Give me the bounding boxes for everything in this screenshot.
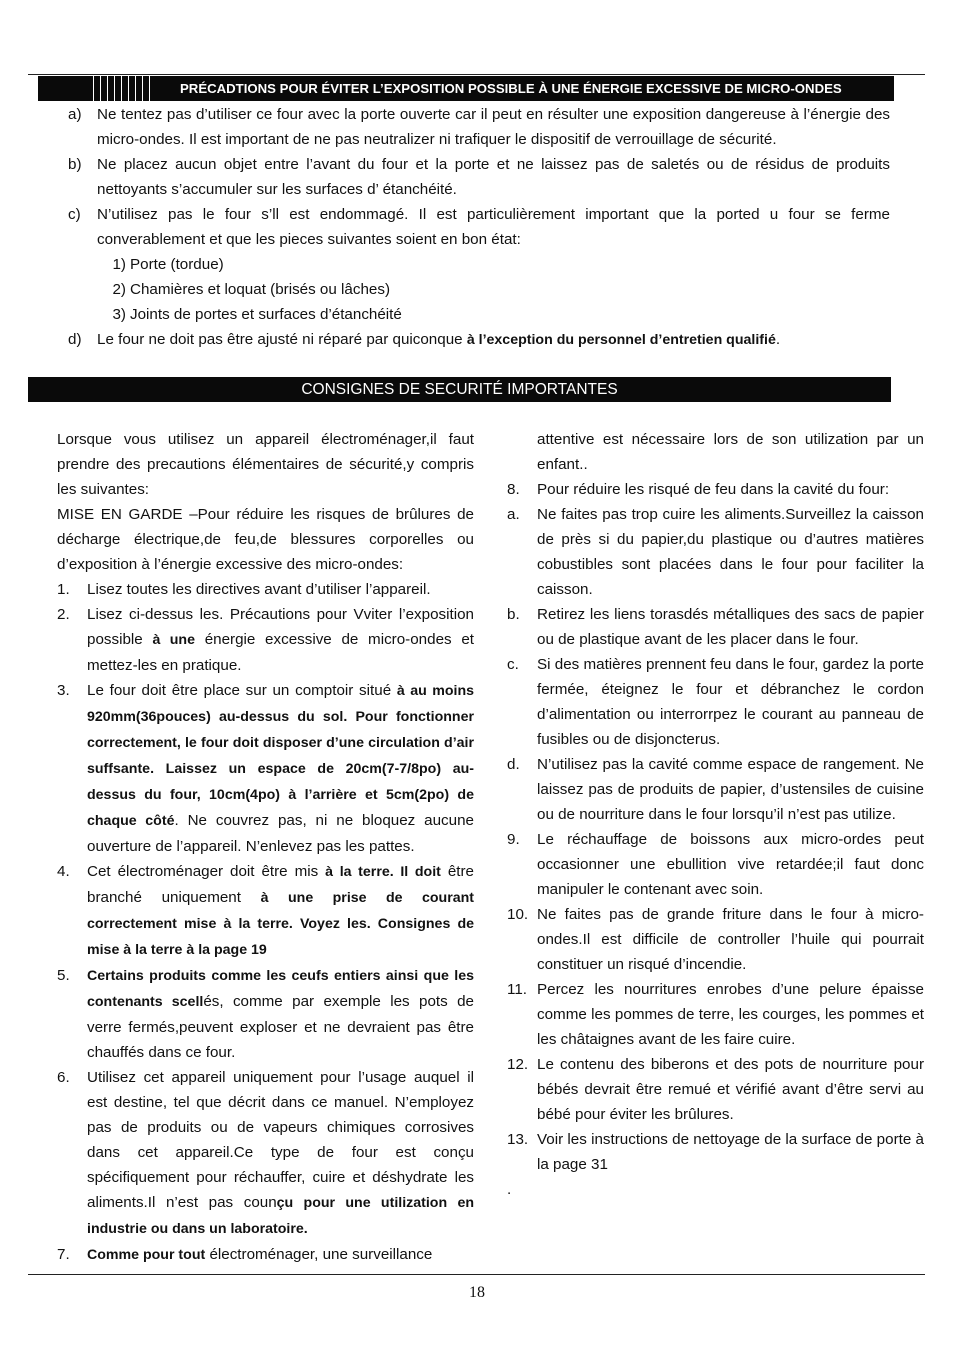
subitem-text: Joints de portes et surfaces d’étanchéité: [130, 306, 402, 323]
instruction-9: [507, 827, 924, 902]
instruction-7-continued: [507, 427, 924, 477]
top-rule: [28, 74, 925, 75]
item-text: Pour réduire les risqué de feu dans la cavité du four:: [537, 481, 890, 498]
bottom-rule: [28, 1274, 925, 1275]
text-run: Cet électroménager doit être mis: [87, 863, 326, 880]
text-run: être branché uniquement: [87, 863, 474, 906]
item-number-spacer: [507, 427, 537, 477]
instruction-6: [57, 1065, 474, 1242]
item-d-bold: à l’exception du personnel d’entretien qualifié: [466, 332, 776, 348]
precaution-item-d: [60, 327, 890, 353]
item-text: attentive est nécessaire lors de son utilization par un enfant..: [537, 431, 924, 473]
item-label: b): [68, 156, 82, 173]
item-text: Si des matières prennent feu dans le four, gardez la porte fermée, éteignez le four et débranchez le cordon d’alimentation ou interrorrpez le courant au panneau de fusibles ou de disjoncterus.: [537, 656, 924, 748]
instruction-13: [507, 1127, 924, 1177]
item-d-tail: .: [775, 331, 781, 348]
precaution-item-b: [60, 152, 890, 202]
instruction-7: [57, 1242, 474, 1268]
item-number: b.: [507, 606, 520, 623]
item-number: 9.: [507, 831, 520, 848]
item-text: Ne faites pas trop cuire les aliments.Surveillez la caisson de près si du papier,du plastique ou d’autres matières cobustibles sont placées dans le four pour faciliter la caisson.: [537, 506, 924, 598]
item-number: 1.: [57, 581, 70, 598]
text-run: Utilisez cet appareil uniquement pour l’usage auquel il est destine, tel que décrit dans ce manuel. N’employez pas de produits ou de vapeurs chimiques corrosives dans cet appareil.Ce type de four est conçu spécifiquement pour réchauffer, cuire et déshydrate les aliments.Il n’est pas coun: [87, 1069, 474, 1211]
text-run: és, comme par exemple les pots de verre fermés,peuvent exploser et ne devraient pas être chauffés dans ce four.: [87, 993, 474, 1061]
item-number: 5.: [57, 967, 70, 984]
item-text: Retirez les liens torasdés métalliques des sacs de papier ou de plastique avant de les placer dans le four.: [537, 606, 924, 648]
item-number: 11.: [507, 981, 527, 998]
text-run: Lisez ci-dessus les. Précautions pour Vviter l’exposition possible: [87, 606, 474, 648]
item-label: c): [68, 206, 81, 223]
item-number: c.: [507, 656, 519, 673]
item-text: Percez les nourritures enrobes d’une pelure épaisse comme les pommes de terre, les courges, les pommes et les châtaignes avant de les faire cuire.: [537, 981, 924, 1048]
subitem-text: Chamières et loquat (brisés ou lâches): [130, 281, 390, 298]
instruction-1: [57, 577, 474, 602]
bold-run: à une prise de courant correctement mise à la terre. Voyez les. Consignes de mise à la terre à la page 19: [87, 890, 474, 958]
subitem-label: 1): [112, 256, 126, 273]
precaution-item-a: [60, 102, 890, 152]
item-text: Ne tentez pas d’utiliser ce four avec la porte ouverte car il peut en résulter une exposition dangereuse à l’énergie des micro-ondes. Il est important de ne pas neutralizer ni trafiquer le dispositif de verrouillage de sécurité.: [97, 106, 890, 148]
item-number: a.: [507, 506, 520, 523]
bold-run: à une: [152, 632, 195, 648]
precaution-item-c: [60, 202, 890, 252]
instruction-3: [57, 678, 474, 859]
heading-bar-decoration: [90, 76, 150, 101]
item-number: d.: [507, 756, 520, 773]
text-run: Le four doit être place sur un comptoir situé: [87, 682, 397, 699]
precaution-subitem: [100, 302, 890, 327]
precautions-list: [60, 102, 890, 353]
item-number: 7.: [57, 1246, 70, 1263]
instruction-8d: [507, 752, 924, 827]
safety-heading: CONSIGNES DE SECURITÉ IMPORTANTES: [301, 381, 618, 398]
item-text: [87, 678, 474, 859]
item-label: a): [68, 106, 82, 123]
subitem-text: Porte (tordue): [130, 256, 224, 273]
instruction-8c: [507, 652, 924, 752]
bold-run: çu pour une utilization en industrie ou dans un laboratoire.: [87, 1195, 475, 1237]
left-column: [57, 427, 474, 1268]
item-number: 8.: [507, 481, 520, 498]
precautions-heading: PRÉCADTIONS POUR ÉVITER L’EXPOSITION POSSIBLE À UNE ÉNERGIE EXCESSIVE DE MICRO-ONDES: [180, 81, 842, 96]
item-number: 12.: [507, 1056, 529, 1073]
item-number: 3.: [57, 682, 70, 699]
text-run: . Ne couvrez pas, ni ne bloquez aucune ouverture de l’appareil. N’enlevez pas les pattes.: [87, 812, 474, 855]
item-number: 4.: [57, 863, 70, 880]
item-text: [97, 327, 890, 353]
bold-run: Certains produits comme les ceufs entiers ainsi que les contenants scell: [87, 968, 474, 1010]
item-text: Le contenu des biberons et des pots de nourriture pour bébés devrait être remué et vérifié avant d’être servi au bébé pour éviter les brûlures.: [537, 1056, 924, 1123]
instruction-12: [507, 1052, 924, 1127]
item-number: 6.: [57, 1069, 70, 1086]
item-number: 13.: [507, 1131, 529, 1148]
bold-run: à la terre. Il doit: [325, 864, 441, 880]
right-column: [507, 427, 924, 1202]
text-run: électroménager, une surveillance: [205, 1246, 433, 1263]
item-number: 2.: [57, 606, 70, 623]
precautions-heading-bar: [38, 76, 894, 101]
item-text: Le réchauffage de boissons aux micro-ordes peut occasionner une ebullition vive retardée;il faut donc manipuler le contenant avec soin.: [537, 831, 924, 898]
subitem-label: 2): [112, 281, 126, 298]
safety-heading-bar: [28, 377, 891, 402]
item-text: N’utilisez pas le four s’ll est endommagé. Il est particulièrement important que la ported u four se ferme converablement et que les pieces suivantes soient en bon état:: [97, 206, 890, 248]
intro-paragraph: Lorsque vous utilisez un appareil électroménager,il faut prendre des precautions élémentaires de sécurité,y compris les suivantes:: [57, 431, 474, 498]
item-text: [87, 963, 474, 1065]
instruction-4: [57, 859, 474, 963]
precaution-subitem: [100, 277, 890, 302]
item-text: [87, 1242, 474, 1268]
item-d-text: Le four ne doit pas être ajusté ni réparé par quiconque: [97, 331, 467, 348]
instruction-8b: [507, 602, 924, 652]
precaution-subitem: [100, 252, 890, 277]
instruction-11: [507, 977, 924, 1052]
text-run: énergie excessive de micro-ondes et mettez-les en pratique.: [87, 631, 474, 674]
page-number: 18: [469, 1284, 485, 1301]
item-text: [87, 859, 474, 963]
instruction-10: [507, 902, 924, 977]
instruction-2: [57, 602, 474, 678]
item-text: Lisez toutes les directives avant d’utiliser l’appareil.: [87, 581, 431, 598]
item-text: Voir les instructions de nettoyage de la surface de porte à la page 31: [537, 1131, 924, 1173]
item-text: N’utilisez pas la cavité comme espace de rangement. Ne laissez pas de produits de papier, d’ustensiles de cuisine ou de nourriture dans le four lorsqu’il n’est pas utilize.: [537, 756, 924, 823]
bold-run: Comme pour tout: [87, 1247, 206, 1263]
instruction-8: [507, 477, 924, 502]
item-number: 10.: [507, 906, 529, 923]
instruction-5: [57, 963, 474, 1065]
item-text: Ne faites pas de grande friture dans le four à micro-ondes.Il est difficile de controller l’huile qui pourrait constituer un risqué d’incendie.: [537, 906, 924, 973]
warning-paragraph: MISE EN GARDE –Pour réduire les risques de brûlures de décharge électrique,de feu,de blessures corporelles ou d’exposition à l’énergie excessive des micro-ondes:: [57, 506, 474, 573]
item-text: Ne placez aucun objet entre l’avant du four et la porte et ne laissez pas de saletés ou de résidus de produits nettoyants s’accumuler sur les surfaces d’ étanchéité.: [97, 156, 890, 198]
instruction-8a: [507, 502, 924, 602]
item-label: d): [68, 331, 82, 348]
item-text: [87, 1065, 474, 1242]
item-text: [87, 602, 474, 678]
subitem-label: 3): [112, 306, 126, 323]
bold-run: à au moins 920mm(36pouces) au-dessus du sol. Pour fonctionner correctement, le four doit disposer d’une circulation d’air suffsante. Laissez un espace de 20cm(7-7/8po) au-dessus du four, 10cm(4po) à l’arrière et 5cm(2po) de chaque côté: [87, 683, 474, 829]
trailing-dot: .: [507, 1181, 512, 1198]
